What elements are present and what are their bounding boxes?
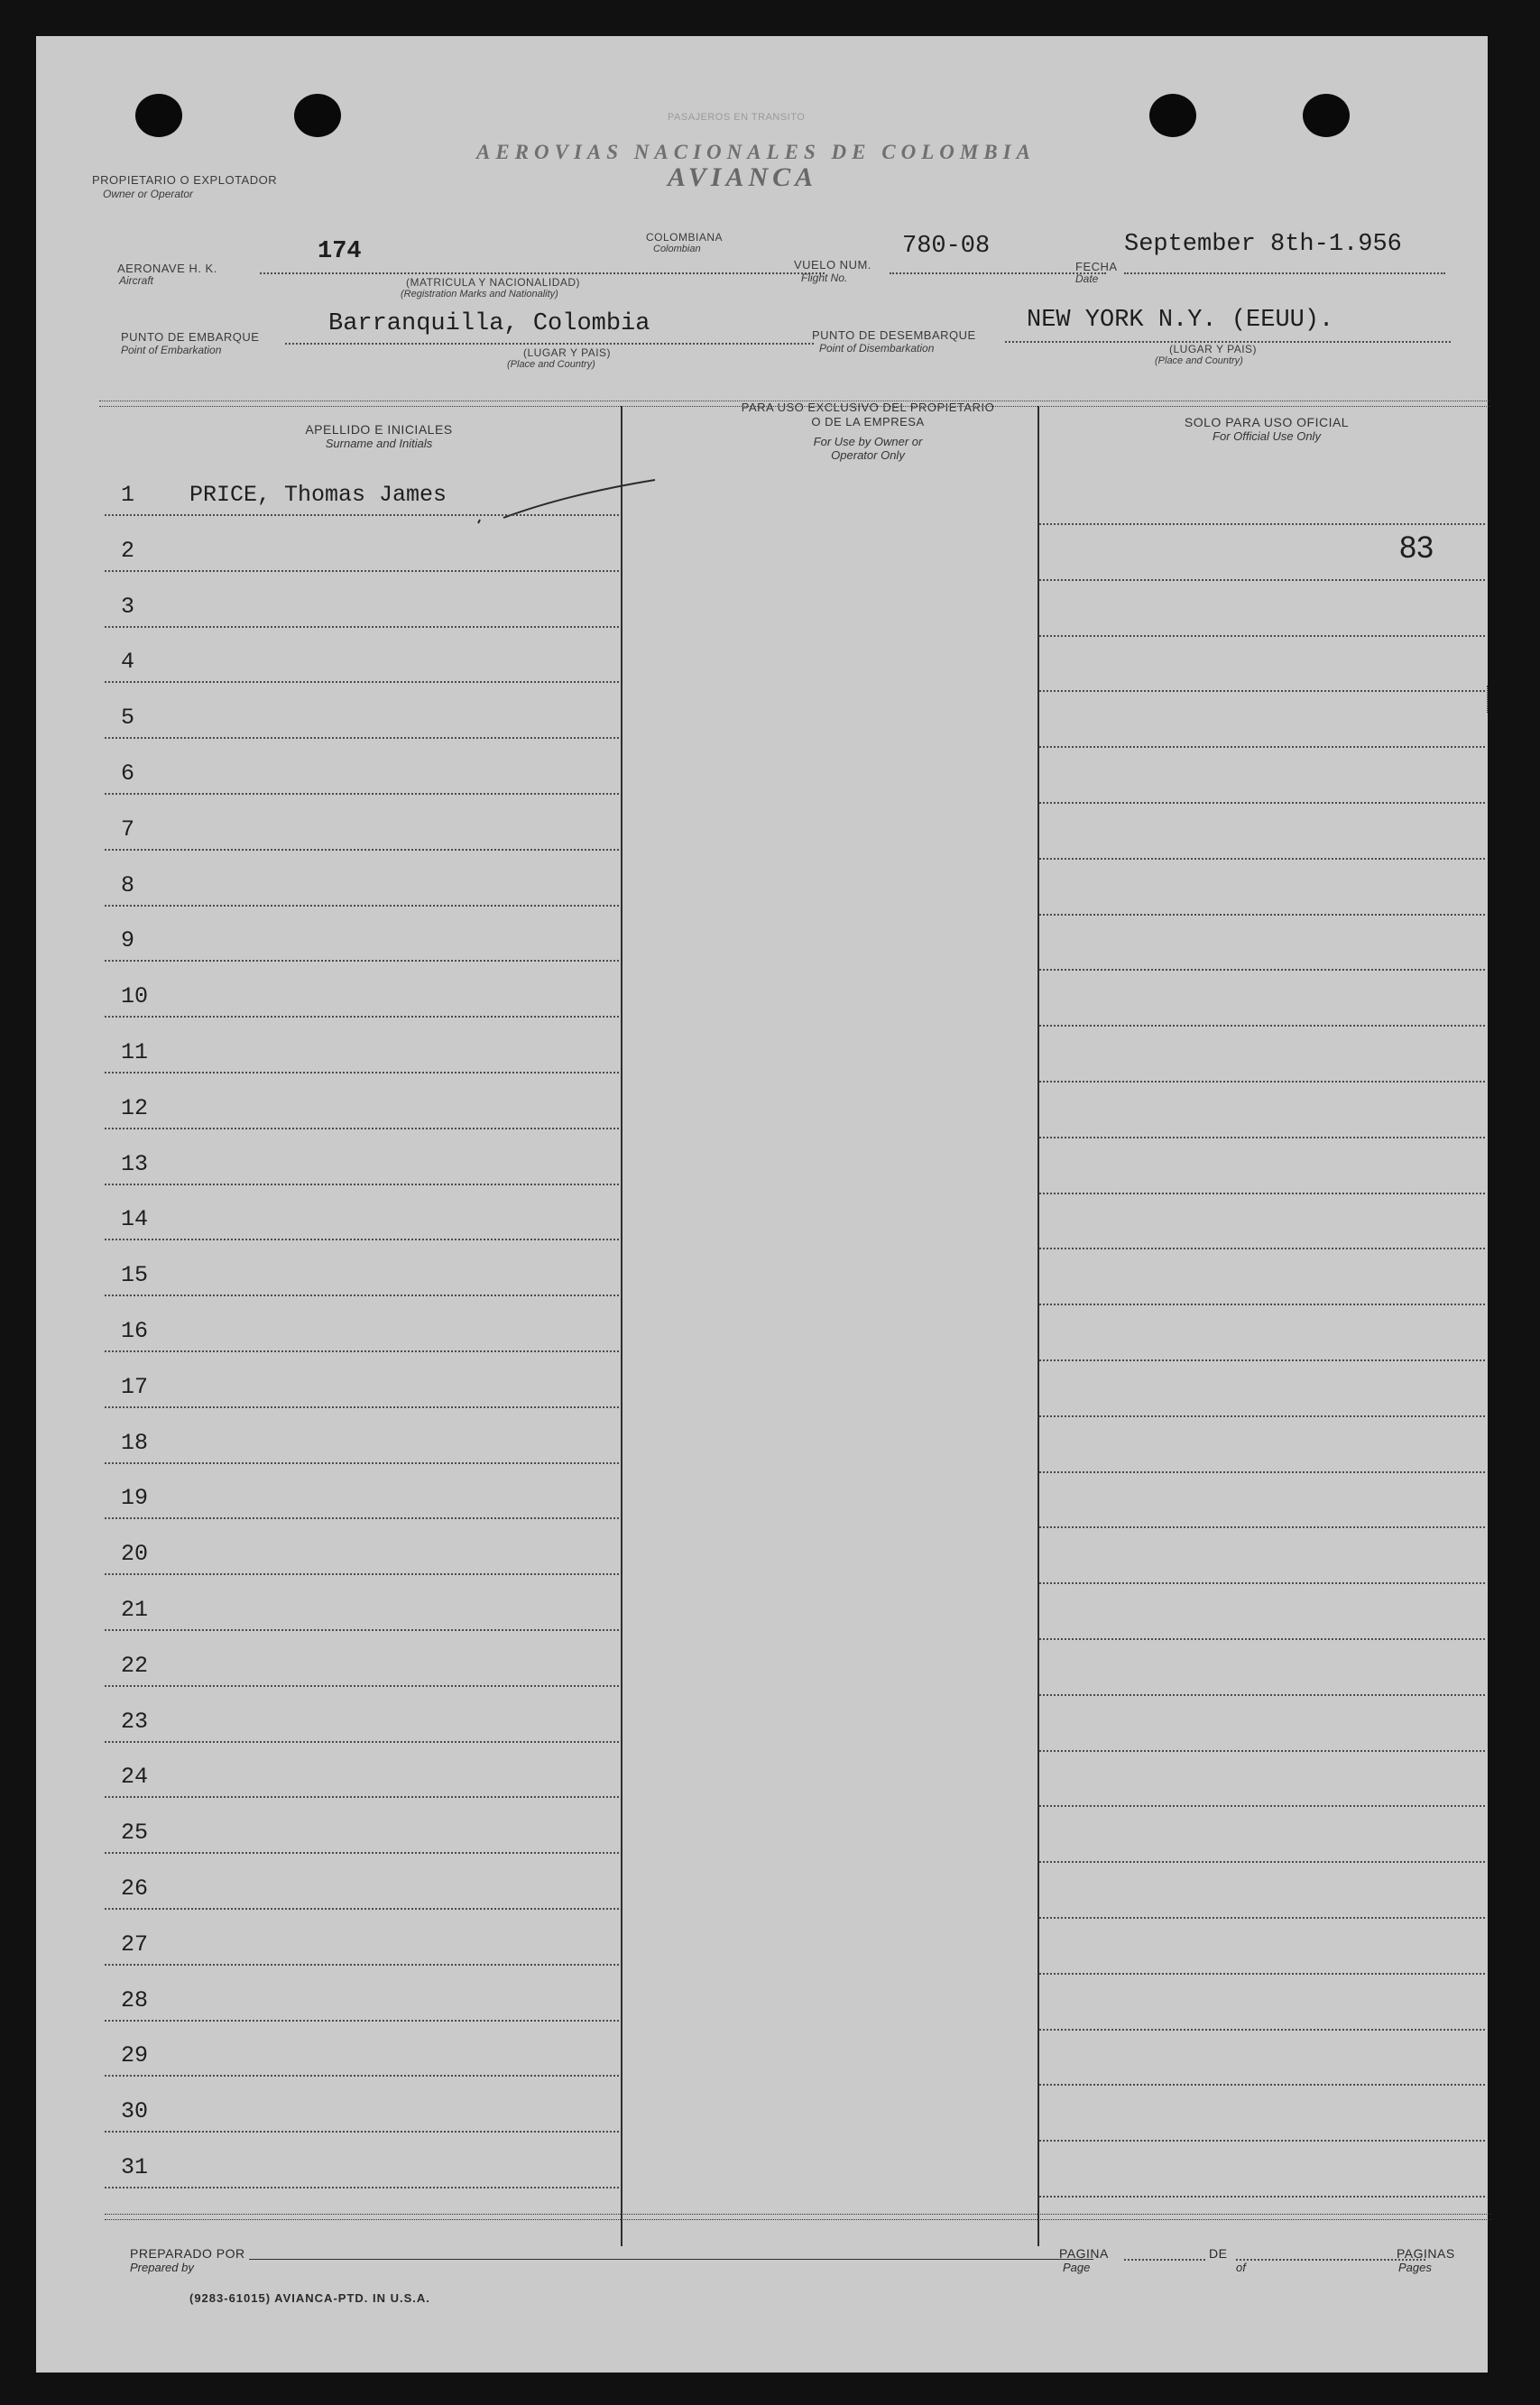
row-line-official [1039, 1359, 1485, 1361]
row-line-surname [105, 681, 619, 683]
row-line-official [1039, 2029, 1485, 2031]
row-number: 31 [121, 2154, 149, 2180]
row-line-official [1039, 1917, 1485, 1919]
row-line-official [1039, 1582, 1485, 1584]
row-line-surname [105, 1239, 619, 1240]
row-number: 3 [121, 593, 135, 620]
date-underline [1124, 272, 1445, 274]
row-line-surname [105, 2020, 619, 2022]
row-line-official [1039, 1805, 1485, 1807]
row-line-surname [105, 960, 619, 962]
punch-hole-right-1 [1149, 94, 1196, 137]
row-line-official [1039, 1137, 1485, 1138]
row-line-official [1039, 1526, 1485, 1528]
table-bottom-line-1 [105, 2214, 1492, 2215]
row-line-surname [105, 1964, 619, 1966]
date-label: FECHA [1075, 260, 1118, 273]
flight-underline [890, 272, 1106, 274]
registration-label-en: (Registration Marks and Nationality) [401, 289, 558, 299]
owner-label-en: Owner or Operator [103, 188, 194, 200]
check-mark-stroke [476, 476, 657, 530]
punch-hole-left-1 [135, 94, 182, 137]
row-number: 12 [121, 1094, 149, 1121]
row-line-official [1039, 1248, 1485, 1249]
flight-label-en: Flight No. [801, 272, 848, 284]
row-line-surname [105, 1128, 619, 1129]
flight-value: 780-08 [902, 233, 991, 260]
pages-label-en: Pages [1398, 2261, 1432, 2274]
row-line-surname [105, 1350, 619, 1352]
passenger-name-cell: PRICE, Thomas James [189, 482, 447, 508]
row-line-surname [105, 737, 619, 739]
row-line-official [1039, 2084, 1485, 2086]
row-number: 20 [121, 1541, 149, 1568]
row-number: 11 [121, 1039, 149, 1065]
owner-label: PROPIETARIO O EXPLOTADOR [92, 173, 278, 187]
row-number: 6 [121, 760, 135, 787]
row-line-official [1039, 1304, 1485, 1305]
row-line-official [1039, 523, 1485, 525]
row-line-surname [105, 1796, 619, 1798]
right-edge-mark [1487, 686, 1488, 713]
row-line-surname [105, 905, 619, 907]
row-line-official [1039, 1750, 1485, 1752]
row-number: 2 [121, 537, 135, 564]
page-underline [1124, 2259, 1205, 2261]
row-number: 24 [121, 1764, 149, 1791]
col-surname-header [99, 422, 659, 450]
row-line-official [1039, 858, 1485, 860]
punch-hole-right-2 [1303, 94, 1350, 137]
row-line-surname [105, 1573, 619, 1575]
row-line-official [1039, 914, 1485, 916]
embark-label-en: Point of Embarkation [121, 344, 222, 356]
row-number: 25 [121, 1820, 149, 1847]
nationality-value-en: Colombian [653, 244, 701, 254]
prepared-label-en: Prepared by [130, 2261, 194, 2274]
top-faint-text: PASAJEROS EN TRANSITO [668, 112, 806, 123]
row-number: 29 [121, 2042, 149, 2069]
row-line-official [1039, 579, 1485, 581]
embark-value: Barranquilla, Colombia [328, 310, 650, 337]
page-label: PAGINA [1059, 2246, 1109, 2261]
row-line-surname [105, 514, 619, 516]
row-number: 9 [121, 927, 135, 954]
row-line-surname [105, 1184, 619, 1185]
col-official-header-en: For Official Use Only [1213, 429, 1321, 443]
flight-label: VUELO NUM. [794, 258, 871, 272]
row-line-official [1039, 969, 1485, 971]
row-number: 28 [121, 1986, 149, 2013]
row-line-official [1039, 802, 1485, 804]
prepared-underline [249, 2259, 1093, 2260]
disembark-place-label-en: (Place and Country) [1155, 355, 1243, 366]
nationality-value: COLOMBIANA [646, 231, 724, 244]
row-line-surname [105, 1517, 619, 1519]
row-number: 18 [121, 1429, 149, 1456]
printer-line: (9283-61015) AVIANCA-PTD. IN U.S.A. [189, 2291, 430, 2305]
punch-hole-left-2 [294, 94, 341, 137]
row-line-surname [105, 1406, 619, 1408]
row-line-official [1039, 690, 1485, 692]
row-line-official [1039, 2196, 1485, 2198]
col-official-header [1077, 415, 1456, 443]
row-line-official [1039, 1025, 1485, 1027]
row-line-official [1039, 1081, 1485, 1083]
aircraft-label-en: Aircraft [119, 274, 154, 287]
col-owner-header-en-1: For Use by Owner or [813, 435, 923, 448]
disembark-label-en: Point of Disembarkation [819, 342, 935, 355]
row-line-surname [105, 1852, 619, 1854]
row-number: 19 [121, 1485, 149, 1512]
official-use-cell: 83 [1399, 530, 1434, 565]
row-line-official [1039, 1471, 1485, 1473]
page-label-en: Page [1063, 2261, 1091, 2274]
aircraft-label: AERONAVE H. K. [117, 262, 217, 275]
col-surname-header-en: Surname and Initials [325, 437, 433, 450]
row-line-surname [105, 1295, 619, 1296]
row-line-surname [105, 1908, 619, 1910]
row-number: 22 [121, 1652, 149, 1679]
row-line-surname [105, 2075, 619, 2077]
row-line-surname [105, 1629, 619, 1631]
column-divider-2 [1037, 406, 1039, 2246]
column-divider-1 [621, 406, 622, 2246]
date-label-en: Date [1075, 272, 1099, 285]
disembark-label: PUNTO DE DESEMBARQUE [812, 328, 976, 342]
airline-brand: AVIANCA [668, 162, 818, 192]
row-line-official [1039, 1638, 1485, 1640]
row-number: 17 [121, 1373, 149, 1400]
row-number: 15 [121, 1262, 149, 1289]
row-number: 1 [121, 482, 135, 508]
row-number: 23 [121, 1708, 149, 1735]
row-number: 27 [121, 1930, 149, 1958]
date-value: September 8th-1.956 [1124, 231, 1402, 258]
embark-label: PUNTO DE EMBARQUE [121, 330, 260, 344]
row-number: 5 [121, 705, 135, 732]
row-line-official [1039, 1415, 1485, 1417]
pages-label: PAGINAS [1397, 2246, 1455, 2261]
disembark-value: NEW YORK N.Y. (EEUU). [1027, 307, 1334, 334]
col-surname-header-es: APELLIDO E INICIALES [305, 422, 453, 437]
row-line-official [1039, 1193, 1485, 1194]
row-line-surname [105, 626, 619, 628]
registration-label: (MATRICULA Y NACIONALIDAD) [406, 276, 581, 289]
row-line-official [1039, 746, 1485, 748]
manifest-sheet [36, 36, 1488, 2373]
row-number: 13 [121, 1150, 149, 1177]
row-line-official [1039, 1861, 1485, 1863]
col-owner-header-en-2: Operator Only [831, 448, 905, 462]
col-owner-header [659, 401, 1077, 462]
row-number: 14 [121, 1206, 149, 1233]
row-number: 4 [121, 649, 135, 676]
disembark-place-label: (LUGAR Y PAIS) [1169, 343, 1258, 355]
col-official-header-es: SOLO PARA USO OFICIAL [1184, 415, 1350, 429]
embark-place-label-en: (Place and Country) [507, 359, 595, 370]
row-number: 21 [121, 1597, 149, 1623]
row-line-surname [105, 1462, 619, 1464]
row-line-official [1039, 1973, 1485, 1975]
row-line-surname [105, 570, 619, 572]
airline-name: AEROVIAS NACIONALES DE COLOMBIA [476, 141, 1036, 163]
row-line-surname [105, 2187, 619, 2188]
row-number: 7 [121, 815, 135, 843]
row-line-official [1039, 635, 1485, 637]
row-number: 8 [121, 871, 135, 898]
embark-underline [285, 343, 814, 345]
col-owner-header-es-2: O DE LA EMPRESA [811, 415, 925, 428]
of-label: DE [1209, 2246, 1228, 2261]
row-line-surname [105, 2131, 619, 2133]
aircraft-underline [260, 272, 825, 274]
row-number: 26 [121, 1875, 149, 1902]
col-owner-header-es-1: PARA USO EXCLUSIVO DEL PROPIETARIO [741, 401, 995, 414]
row-line-surname [105, 1685, 619, 1687]
row-number: 30 [121, 2098, 149, 2125]
embark-place-label: (LUGAR Y PAIS) [523, 346, 612, 359]
row-line-surname [105, 1072, 619, 1073]
row-number: 10 [121, 983, 149, 1010]
row-number: 16 [121, 1318, 149, 1344]
prepared-label: PREPARADO POR [130, 2246, 245, 2261]
table-bottom-line-2 [105, 2219, 1492, 2220]
row-line-official [1039, 1694, 1485, 1696]
of-label-en: of [1236, 2261, 1246, 2274]
row-line-official [1039, 2140, 1485, 2142]
row-line-surname [105, 793, 619, 795]
row-line-surname [105, 1741, 619, 1743]
row-line-surname [105, 849, 619, 851]
aircraft-value: 174 [318, 238, 362, 265]
row-line-surname [105, 1016, 619, 1018]
